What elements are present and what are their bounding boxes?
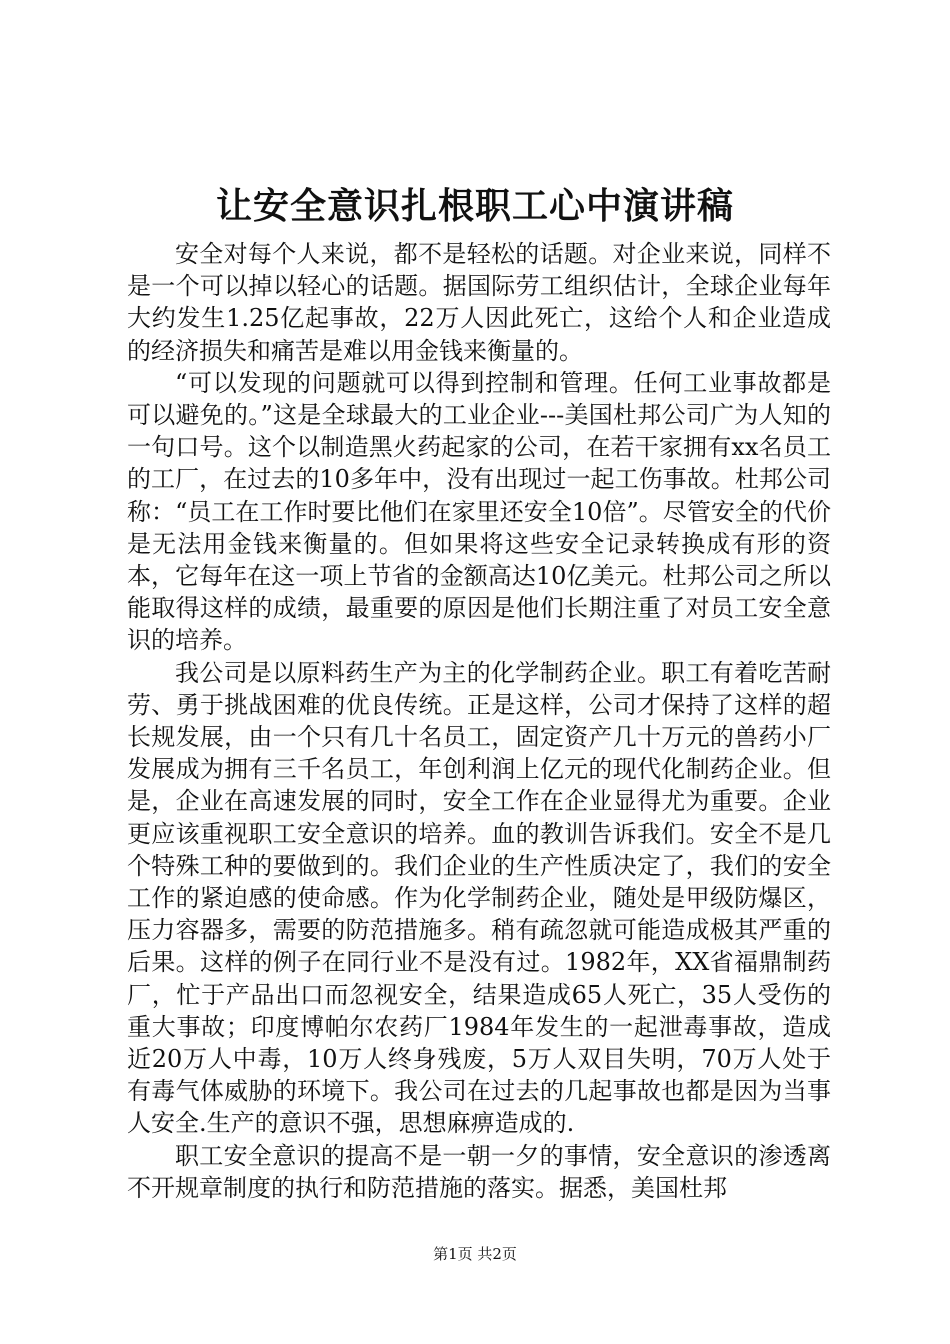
paragraph-2: “可以发现的问题就可以得到控制和管理。任何工业事故都是可以避免的。”这是全球最大的工业企业---美国杜邦公司广为人知的一句口号。这个以制造黑火药起家的公司，在若干家拥有xx名员工的工厂，在过去的10多年中，没有出现过一起工伤事故。杜邦公司称：“员工在工作时要比他们在家里还安全10倍”。尽管安全的代价是无法用金钱来衡量的。但如果将这些安全记录转换成有形的资本，它每年在这一项上节省的金额高达10亿美元。杜邦公司之所以能取得这样的成绩，最重要的原因是他们长期注重了对员工安全意识的培养。 <box>127 368 831 655</box>
paragraph-3: 我公司是以原料药生产为主的化学制药企业。职工有着吃苦耐劳、勇于挑战困难的优良传统。正是这样，公司才保持了这样的超长规发展，由一个只有几十名员工，固定资产几十万元的兽药小厂发展成为拥有三千名员工，年创利润上亿元的现代化制药企业。但是，企业在高速发展的同时，安全工作在企业显得尤为重要。企业更应该重视职工安全意识的培养。血的教训告诉我们。安全不是几个特殊工种的要做到的。我们企业的生产性质决定了，我们的安全工作的紧迫感的使命感。作为化学制药企业，随处是甲级防爆区，压力容器多，需要的防范措施多。稍有疏忽就可能造成极其严重的后果。这样的例子在同行业不是没有过。1982年，XX省福鼎制药厂，忙于产品出口而忽视安全，结果造成65人死亡，35人受伤的重大事故；印度博帕尔农药厂1984年发生的一起泄毒事故，造成近20万人中毒，10万人终身残废，5万人双目失明，70万人处于有毒气体威胁的环境下。我公司在过去的几起事故也都是因为当事人安全.生产的意识不强，思想麻痹造成的. <box>127 658 831 1138</box>
document-body <box>127 238 831 1204</box>
page-number-footer: 第1页 共2页 <box>433 1245 517 1263</box>
paragraph-4: 职工安全意识的提高不是一朝一夕的事情，安全意识的渗透离不开规章制度的执行和防范措施的落实。据悉，美国杜邦 <box>127 1141 831 1202</box>
paragraph-1: 安全对每个人来说，都不是轻松的话题。对企业来说，同样不是一个可以掉以轻心的话题。据国际劳工组织估计，全球企业每年大约发生1.25亿起事故，22万人因此死亡，这给个人和企业造成的经济损失和痛苦是难以用金钱来衡量的。 <box>127 240 831 365</box>
document-title: 让安全意识扎根职工心中演讲稿 <box>215 185 734 227</box>
